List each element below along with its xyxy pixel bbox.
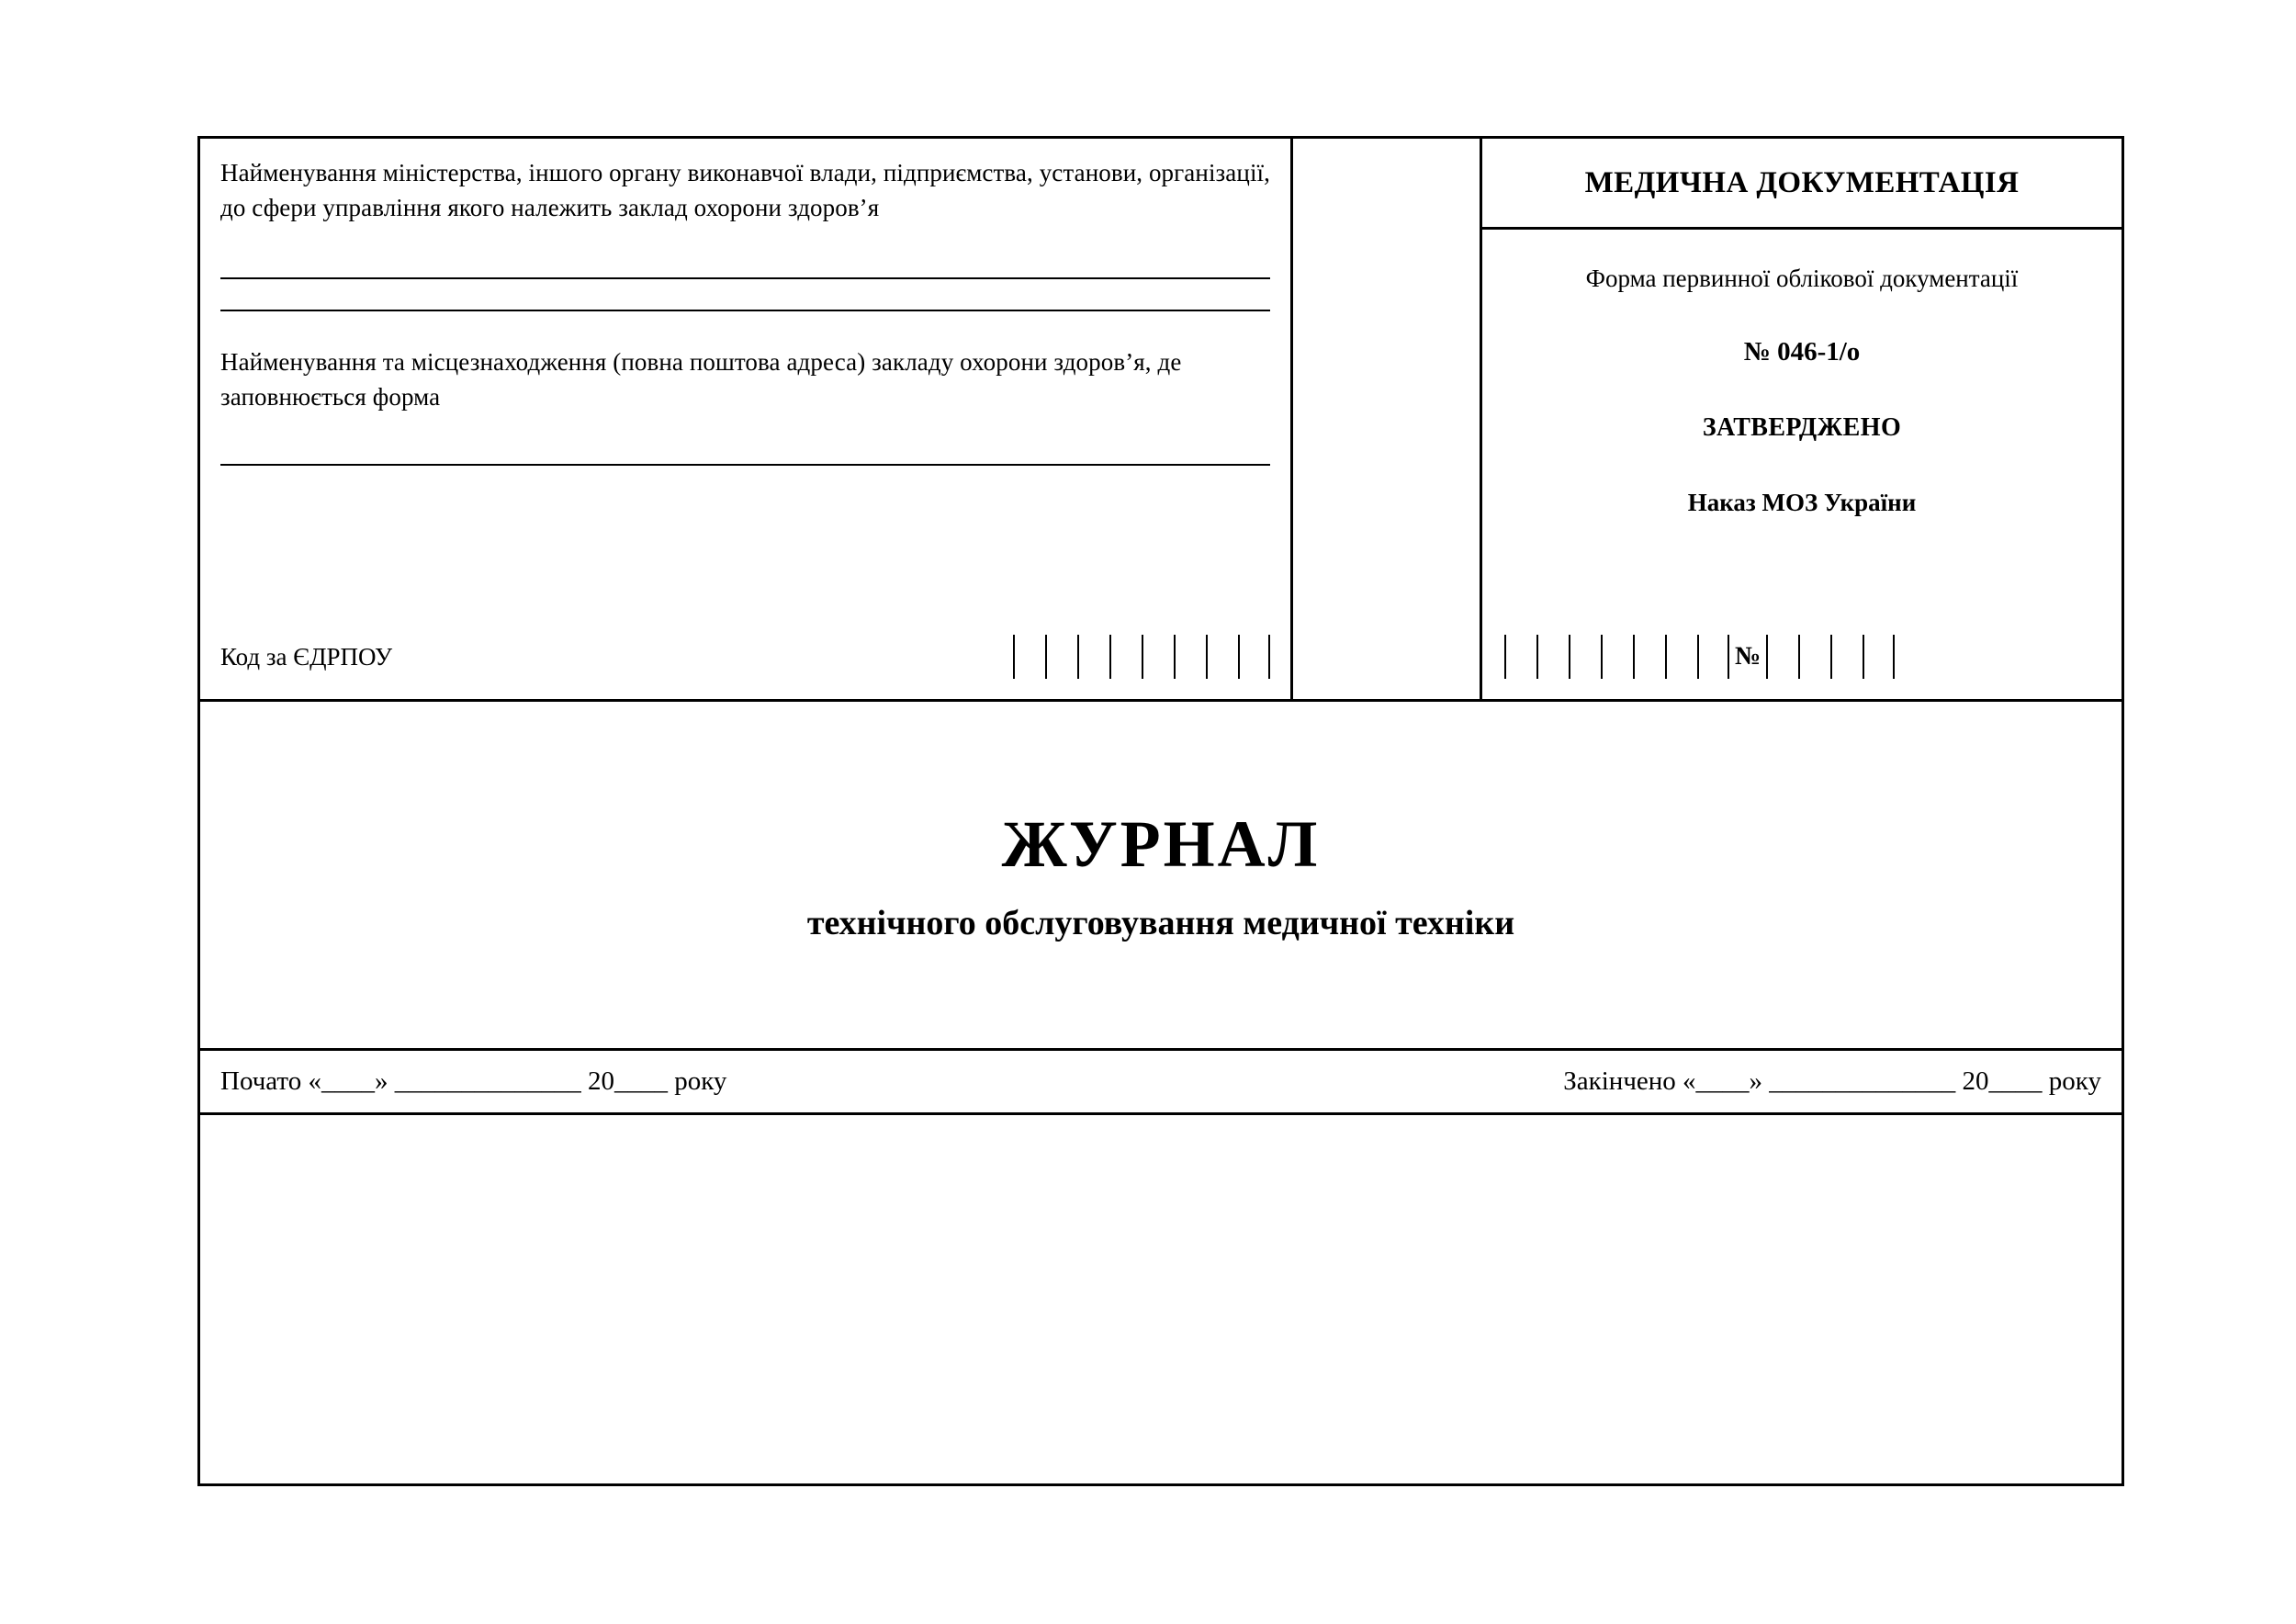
header-left-cell — [200, 139, 1293, 699]
edrpou-cells[interactable] — [1013, 635, 1270, 679]
form-code-cell[interactable] — [1665, 635, 1697, 679]
form-number-cell[interactable] — [1766, 635, 1798, 679]
form-code-cell[interactable] — [1504, 635, 1536, 679]
ministry-text: Найменування міністерства, іншого органу виконавчої влади, підприємства, установи, організації, до сфери управління якого належить заклад охорони здоров’я — [220, 159, 1270, 222]
number-symbol: № — [1735, 642, 1761, 671]
finished-date-field[interactable]: Закінчено «____» ______________ 20____ року — [1563, 1066, 2101, 1096]
header-block — [197, 136, 2124, 702]
edrpou-row — [220, 635, 1270, 679]
approved-label: ЗАТВЕРДЖЕНО — [1702, 413, 1902, 442]
edrpou-cell[interactable] — [1238, 635, 1270, 679]
edrpou-cell[interactable] — [1109, 635, 1142, 679]
fill-line-2 — [220, 310, 1270, 311]
order-label: Наказ МОЗ України — [1687, 489, 1917, 516]
edrpou-cell[interactable] — [1174, 635, 1206, 679]
form-code-cell[interactable] — [1601, 635, 1633, 679]
form-number-cell[interactable] — [1798, 635, 1830, 679]
form-number-cell[interactable] — [1863, 635, 1895, 679]
blank-area — [197, 1115, 2124, 1486]
form-code-cell[interactable] — [1569, 635, 1601, 679]
page-subtitle: технічного обслуговування медичної техніки — [806, 904, 1515, 942]
form-line: Форма первинної облікової документації — [1585, 265, 2019, 292]
title-block — [197, 702, 2124, 1051]
edrpou-cell[interactable] — [1206, 635, 1238, 679]
facility-text: Найменування та місцезнаходження (повна поштова адреса) закладу охорони здоров’я, де заповнюється форма — [220, 347, 1182, 411]
page-title: ЖУРНАЛ — [1001, 807, 1321, 881]
started-date-field[interactable]: Почато «____» ______________ 20____ року — [220, 1066, 727, 1096]
medical-documentation-title: МЕДИЧНА ДОКУМЕНТАЦІЯ — [1482, 139, 2122, 230]
edrpou-cell[interactable] — [1045, 635, 1077, 679]
form-number: № 046-1/о — [1743, 337, 1861, 367]
document-page — [197, 136, 2124, 1486]
form-code-row — [1504, 635, 2099, 679]
fill-line-1 — [220, 277, 1270, 279]
form-code-cell[interactable] — [1697, 635, 1729, 679]
form-code-cell[interactable] — [1536, 635, 1569, 679]
form-code-cells-left[interactable] — [1504, 635, 1729, 679]
header-right-cell — [1482, 139, 2122, 699]
dates-row — [197, 1051, 2124, 1115]
header-right-body — [1482, 230, 2122, 699]
fill-line-3 — [220, 464, 1270, 466]
header-middle-cell — [1293, 139, 1482, 699]
form-code-cells-right[interactable] — [1766, 635, 1895, 679]
edrpou-cell[interactable] — [1142, 635, 1174, 679]
edrpou-cell[interactable] — [1013, 635, 1045, 679]
form-code-cell[interactable] — [1633, 635, 1665, 679]
edrpou-cell[interactable] — [1077, 635, 1109, 679]
edrpou-label: Код за ЄДРПОУ — [220, 642, 393, 671]
form-number-cell[interactable] — [1830, 635, 1863, 679]
